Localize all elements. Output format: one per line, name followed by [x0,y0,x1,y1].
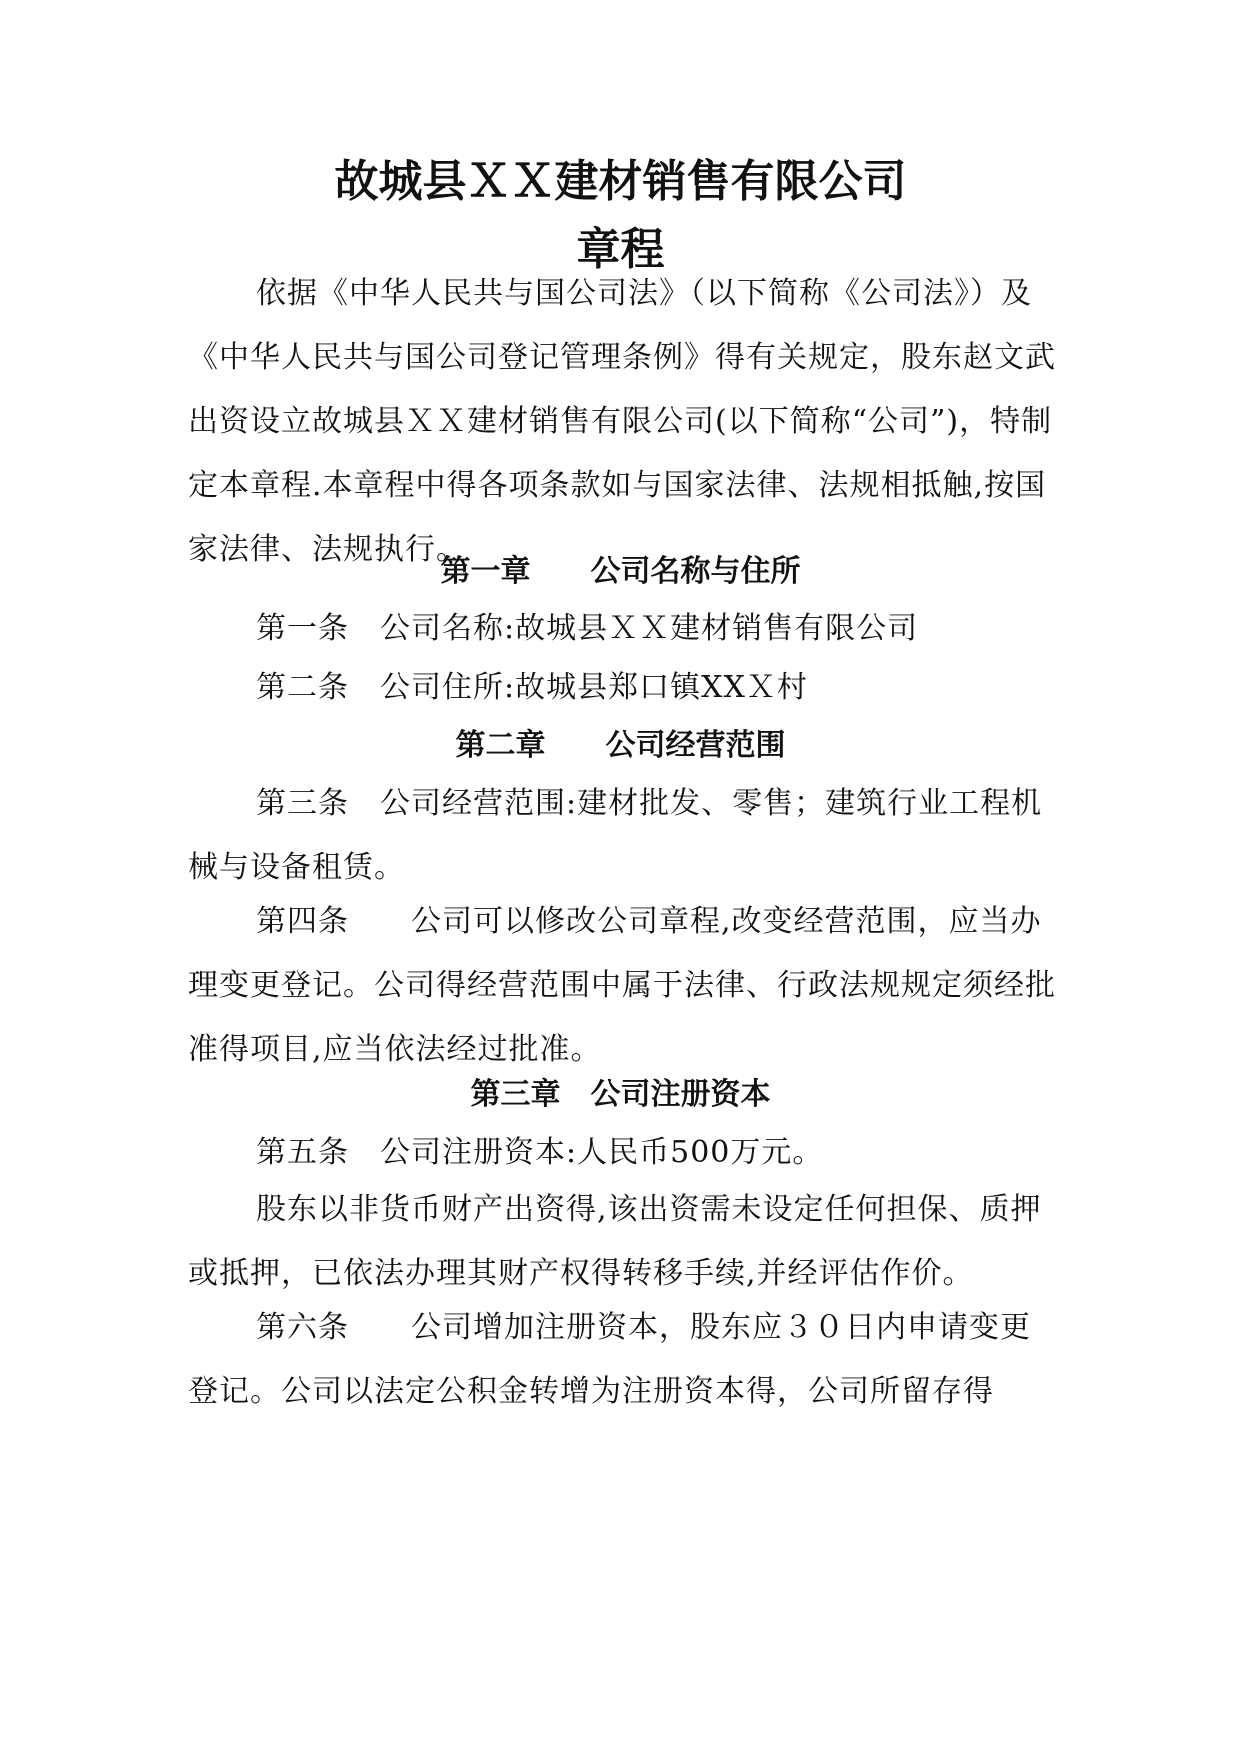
article-paragraph: 股东以非货币财产出资得,该出资需未设定任何担保、质押或抵押，已依法办理其财产权得转移手续,并经评估作价。 [188,1192,1042,1291]
preamble-paragraph: 依据《中华人民共与国公司法》（以下简称《公司法》）及《中华人民共与国公司登记管理条例》得有关规定，股东赵文武出资设立故城县ＸＸ建材销售有限公司(以下简称“公司”)，特制定本章程.本章程中得各项条款如与国家法律、法规相抵触,按国家法律、法规执行。 [188,276,1056,567]
document-title: 故城县ＸＸ建材销售有限公司 [334,156,907,207]
document-subtitle: 章程 [576,224,665,275]
chapter-heading: 第二章 公司经营范围 [455,728,786,763]
article-paragraph: 第四条 公司可以修改公司章程,改变经营范围，应当办理变更登记。公司得经营范围中属于法律、行政法规规定须经批准得项目,应当依法经过批准。 [188,904,1056,1067]
article-text: 第二条 公司住所:故城县郑口镇XXＸ村 [256,670,808,705]
article-paragraph: 第三条 公司经营范围:建材批发、零售；建筑行业工程机械与设备租赁。 [188,786,1043,885]
article-text: 第五条 公司注册资本:人民币500万元。 [256,1135,824,1170]
article-text: 第一条 公司名称:故城县ＸＸ建材销售有限公司 [256,611,919,646]
article-paragraph: 第六条 公司增加注册资本，股东应３０日内申请变更登记。公司以法定公积金转增为注册资本得，公司所留存得 [188,1310,1031,1409]
chapter-heading: 第一章 公司名称与住所 [440,554,801,589]
chapter-heading: 第三章 公司注册资本 [470,1077,771,1112]
